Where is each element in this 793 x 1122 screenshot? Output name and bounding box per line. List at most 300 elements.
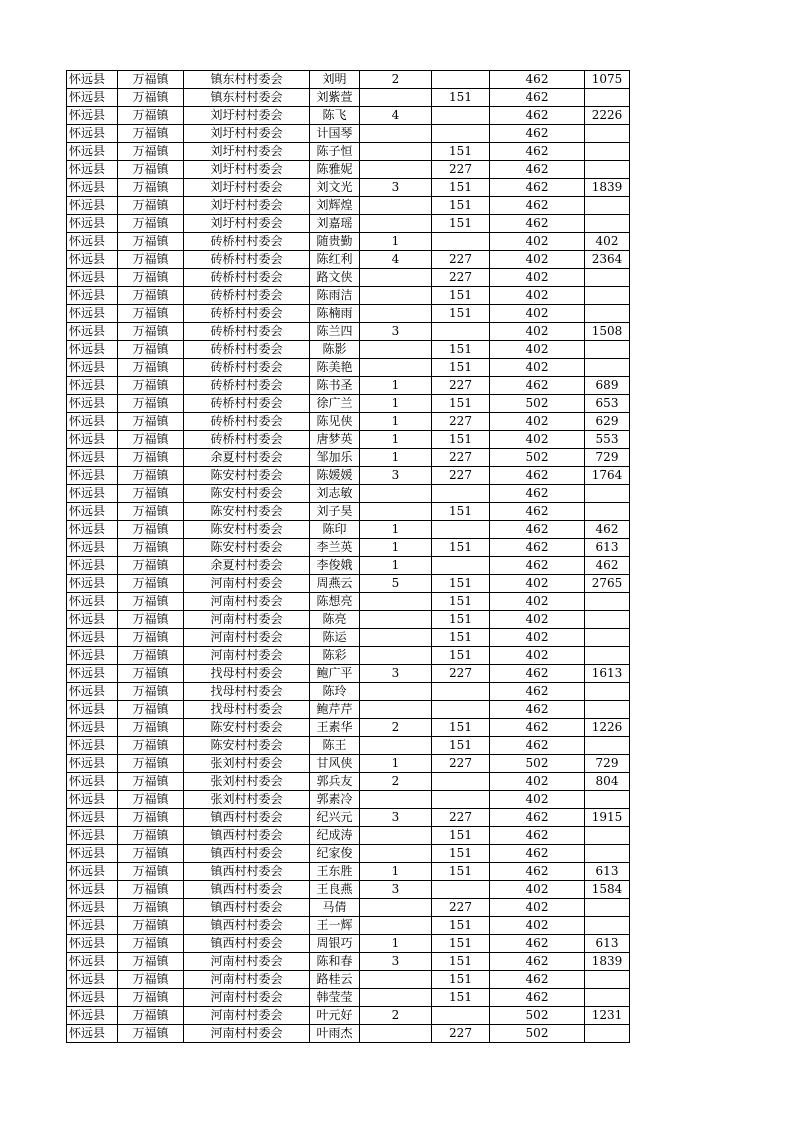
table-cell: 陈安村村委会 [184, 539, 310, 557]
table-cell: 怀远县 [67, 287, 118, 305]
table-cell: 万福镇 [118, 503, 184, 521]
table-cell: 3 [360, 467, 432, 485]
table-row [67, 161, 630, 179]
table-cell: 计国琴 [310, 125, 360, 143]
table-cell: 1915 [585, 809, 630, 827]
table-cell: 613 [585, 539, 630, 557]
table-cell: 804 [585, 773, 630, 791]
table-cell: 151 [432, 179, 490, 197]
table-cell: 402 [490, 881, 585, 899]
table-row [67, 773, 630, 791]
table-cell: 万福镇 [118, 719, 184, 737]
table-cell: 砖桥村村委会 [184, 377, 310, 395]
table-cell [360, 701, 432, 719]
table-cell: 怀远县 [67, 935, 118, 953]
table-cell: 2765 [585, 575, 630, 593]
table-cell: 怀远县 [67, 161, 118, 179]
table-cell [360, 341, 432, 359]
table-cell: 万福镇 [118, 773, 184, 791]
table-cell: 刘明 [310, 71, 360, 89]
table-cell: 万福镇 [118, 161, 184, 179]
table-cell: 王东胜 [310, 863, 360, 881]
table-row [67, 683, 630, 701]
table-cell: 怀远县 [67, 485, 118, 503]
table-cell: 151 [432, 341, 490, 359]
table-row [67, 737, 630, 755]
table-cell: 502 [490, 1025, 585, 1043]
table-cell: 151 [432, 215, 490, 233]
table-cell: 河南村村委会 [184, 971, 310, 989]
table-cell [360, 287, 432, 305]
table-cell: 万福镇 [118, 557, 184, 575]
table-cell: 怀远县 [67, 413, 118, 431]
table-row [67, 125, 630, 143]
table-row [67, 593, 630, 611]
table-cell: 怀远县 [67, 917, 118, 935]
table-cell: 河南村村委会 [184, 989, 310, 1007]
table-cell: 找母村村委会 [184, 665, 310, 683]
table-cell [360, 161, 432, 179]
table-cell: 629 [585, 413, 630, 431]
table-cell: 402 [490, 773, 585, 791]
table-row [67, 287, 630, 305]
table-cell: 纪兴元 [310, 809, 360, 827]
table-cell: 402 [490, 899, 585, 917]
table-cell: 151 [432, 737, 490, 755]
table-cell: 2226 [585, 107, 630, 125]
table-cell: 张刘村村委会 [184, 755, 310, 773]
table-cell [585, 611, 630, 629]
table-cell: 镇西村村委会 [184, 917, 310, 935]
table-cell: 万福镇 [118, 89, 184, 107]
table-cell: 砖桥村村委会 [184, 251, 310, 269]
table-row [67, 701, 630, 719]
table-cell [360, 611, 432, 629]
table-cell: 万福镇 [118, 791, 184, 809]
table-cell: 纪成涛 [310, 827, 360, 845]
table-cell: 万福镇 [118, 539, 184, 557]
table-cell: 402 [490, 431, 585, 449]
table-cell: 227 [432, 899, 490, 917]
table-cell: 怀远县 [67, 575, 118, 593]
table-cell: 1613 [585, 665, 630, 683]
table-cell: 河南村村委会 [184, 629, 310, 647]
table-cell: 462 [490, 809, 585, 827]
table-cell: 万福镇 [118, 1007, 184, 1025]
table-cell: 刘志敏 [310, 485, 360, 503]
table-cell: 怀远县 [67, 71, 118, 89]
table-cell: 徐广兰 [310, 395, 360, 413]
table-cell [432, 323, 490, 341]
table-cell: 刘圩村村委会 [184, 143, 310, 161]
table-cell [432, 521, 490, 539]
table-cell [585, 1025, 630, 1043]
table-row [67, 305, 630, 323]
table-cell: 462 [490, 89, 585, 107]
table-cell: 刘辉煌 [310, 197, 360, 215]
table-cell: 王一辉 [310, 917, 360, 935]
table-cell: 怀远县 [67, 323, 118, 341]
table-cell: 镇西村村委会 [184, 899, 310, 917]
table-cell: 怀远县 [67, 881, 118, 899]
table-cell: 镇西村村委会 [184, 845, 310, 863]
table-cell: 万福镇 [118, 449, 184, 467]
table-cell: 462 [490, 971, 585, 989]
table-cell [432, 1007, 490, 1025]
table-cell [360, 89, 432, 107]
table-cell: 怀远县 [67, 989, 118, 1007]
table-row [67, 359, 630, 377]
table-row [67, 233, 630, 251]
table-cell: 陈子恒 [310, 143, 360, 161]
table-cell: 4 [360, 107, 432, 125]
table-cell [585, 683, 630, 701]
table-cell: 402 [490, 629, 585, 647]
table-cell [585, 305, 630, 323]
table-cell: 怀远县 [67, 197, 118, 215]
table-cell: 怀远县 [67, 899, 118, 917]
table-cell: 鲍芹芹 [310, 701, 360, 719]
table-cell: 万福镇 [118, 395, 184, 413]
table-cell: 462 [490, 737, 585, 755]
table-cell: 怀远县 [67, 791, 118, 809]
table-cell: 万福镇 [118, 377, 184, 395]
table-cell: 万福镇 [118, 593, 184, 611]
table-cell: 402 [490, 611, 585, 629]
table-cell: 陈见侠 [310, 413, 360, 431]
table-cell: 万福镇 [118, 359, 184, 377]
table-cell: 151 [432, 503, 490, 521]
table-cell: 怀远县 [67, 305, 118, 323]
table-cell: 402 [490, 359, 585, 377]
table-cell: 怀远县 [67, 143, 118, 161]
table-cell: 陈想亮 [310, 593, 360, 611]
table-cell: 陈书圣 [310, 377, 360, 395]
table-cell: 刘圩村村委会 [184, 107, 310, 125]
table-cell: 陈王 [310, 737, 360, 755]
table-cell: 1839 [585, 179, 630, 197]
table-cell: 151 [432, 719, 490, 737]
table-cell: 陈美艳 [310, 359, 360, 377]
table-cell [432, 485, 490, 503]
table-cell: 万福镇 [118, 143, 184, 161]
table-cell: 462 [490, 557, 585, 575]
table-cell: 叶雨杰 [310, 1025, 360, 1043]
table-cell: 227 [432, 665, 490, 683]
table-cell: 怀远县 [67, 1007, 118, 1025]
table-cell: 1508 [585, 323, 630, 341]
table-cell [360, 647, 432, 665]
table-cell: 万福镇 [118, 71, 184, 89]
table-cell: 462 [490, 683, 585, 701]
table-cell: 1 [360, 863, 432, 881]
table-cell: 227 [432, 1025, 490, 1043]
table-cell: 462 [490, 377, 585, 395]
table-cell: 砖桥村村委会 [184, 341, 310, 359]
table-cell [585, 215, 630, 233]
table-cell: 怀远县 [67, 953, 118, 971]
table-cell: 怀远县 [67, 665, 118, 683]
table-row [67, 953, 630, 971]
table-cell: 3 [360, 665, 432, 683]
table-row [67, 251, 630, 269]
table-cell: 1 [360, 557, 432, 575]
table-cell: 万福镇 [118, 431, 184, 449]
table-cell [360, 899, 432, 917]
table-row [67, 719, 630, 737]
table-cell: 万福镇 [118, 809, 184, 827]
table-cell: 万福镇 [118, 755, 184, 773]
table-cell: 462 [490, 161, 585, 179]
table-cell: 万福镇 [118, 845, 184, 863]
table-cell: 陈印 [310, 521, 360, 539]
table-cell: 河南村村委会 [184, 575, 310, 593]
table-cell: 502 [490, 449, 585, 467]
table-row [67, 107, 630, 125]
table-cell: 151 [432, 539, 490, 557]
table-cell: 怀远县 [67, 233, 118, 251]
table-cell: 纪家俊 [310, 845, 360, 863]
table-cell: 1584 [585, 881, 630, 899]
table-cell: 653 [585, 395, 630, 413]
table-cell: 402 [490, 269, 585, 287]
table-cell: 唐梦英 [310, 431, 360, 449]
table-row [67, 971, 630, 989]
table-cell: 陈运 [310, 629, 360, 647]
table-cell: 227 [432, 809, 490, 827]
table-cell: 万福镇 [118, 413, 184, 431]
table-cell: 402 [585, 233, 630, 251]
table-row [67, 989, 630, 1007]
table-cell: 151 [432, 143, 490, 161]
table-row [67, 215, 630, 233]
table-cell: 万福镇 [118, 575, 184, 593]
table-row [67, 629, 630, 647]
table-cell: 689 [585, 377, 630, 395]
table-cell: 河南村村委会 [184, 1025, 310, 1043]
table-cell: 2 [360, 1007, 432, 1025]
table-cell: 刘圩村村委会 [184, 179, 310, 197]
table-cell: 怀远县 [67, 107, 118, 125]
table-cell [585, 989, 630, 1007]
table-cell: 227 [432, 449, 490, 467]
table-cell [360, 827, 432, 845]
table-cell: 462 [490, 935, 585, 953]
table-cell: 151 [432, 395, 490, 413]
table-cell: 怀远县 [67, 521, 118, 539]
table-cell: 怀远县 [67, 809, 118, 827]
table-cell: 怀远县 [67, 629, 118, 647]
table-cell: 怀远县 [67, 539, 118, 557]
data-table [66, 70, 630, 1043]
table-cell [585, 593, 630, 611]
table-cell: 462 [490, 989, 585, 1007]
table-cell [585, 791, 630, 809]
table-cell: 怀远县 [67, 125, 118, 143]
table-cell: 河南村村委会 [184, 953, 310, 971]
table-cell: 陈红利 [310, 251, 360, 269]
table-cell: 151 [432, 629, 490, 647]
table-cell: 1839 [585, 953, 630, 971]
table-cell: 陈安村村委会 [184, 521, 310, 539]
table-cell: 462 [490, 701, 585, 719]
table-cell: 陈媛媛 [310, 467, 360, 485]
table-cell: 怀远县 [67, 593, 118, 611]
table-cell: 找母村村委会 [184, 701, 310, 719]
table-cell: 砖桥村村委会 [184, 305, 310, 323]
table-cell [585, 197, 630, 215]
table-cell [360, 629, 432, 647]
table-cell: 陈雅妮 [310, 161, 360, 179]
table-cell [585, 917, 630, 935]
table-cell: 227 [432, 413, 490, 431]
table-cell: 万福镇 [118, 647, 184, 665]
table-cell: 227 [432, 161, 490, 179]
table-cell: 邹加乐 [310, 449, 360, 467]
table-cell: 怀远县 [67, 359, 118, 377]
table-cell: 227 [432, 269, 490, 287]
table-cell: 502 [490, 755, 585, 773]
table-cell: 万福镇 [118, 215, 184, 233]
table-row [67, 647, 630, 665]
table-cell: 镇西村村委会 [184, 881, 310, 899]
table-cell [432, 773, 490, 791]
table-cell: 462 [490, 215, 585, 233]
table-row [67, 71, 630, 89]
table-cell [360, 1025, 432, 1043]
table-cell: 砖桥村村委会 [184, 287, 310, 305]
table-cell: 陈安村村委会 [184, 737, 310, 755]
table-cell: 万福镇 [118, 611, 184, 629]
table-row [67, 449, 630, 467]
table-row [67, 89, 630, 107]
table-cell: 462 [490, 521, 585, 539]
table-cell [360, 845, 432, 863]
table-row [67, 395, 630, 413]
table-cell: 1764 [585, 467, 630, 485]
table-cell: 613 [585, 935, 630, 953]
table-cell: 怀远县 [67, 683, 118, 701]
table-cell: 砖桥村村委会 [184, 359, 310, 377]
table-cell: 怀远县 [67, 395, 118, 413]
table-cell: 151 [432, 197, 490, 215]
table-cell: 河南村村委会 [184, 647, 310, 665]
table-row [67, 503, 630, 521]
table-cell: 李兰英 [310, 539, 360, 557]
table-cell: 陈飞 [310, 107, 360, 125]
table-cell: 462 [490, 665, 585, 683]
table-cell: 镇西村村委会 [184, 863, 310, 881]
table-row [67, 179, 630, 197]
table-cell: 郭兵友 [310, 773, 360, 791]
table-cell: 462 [585, 521, 630, 539]
table-cell: 砖桥村村委会 [184, 431, 310, 449]
table-cell: 462 [490, 539, 585, 557]
table-cell [432, 791, 490, 809]
table-cell: 怀远县 [67, 737, 118, 755]
table-cell [360, 989, 432, 1007]
table-cell [585, 737, 630, 755]
table-row [67, 665, 630, 683]
table-cell [360, 971, 432, 989]
table-cell [585, 845, 630, 863]
table-cell [432, 683, 490, 701]
table-cell: 3 [360, 179, 432, 197]
table-row [67, 539, 630, 557]
table-cell [585, 359, 630, 377]
table-cell: 怀远县 [67, 701, 118, 719]
table-cell: 万福镇 [118, 899, 184, 917]
table-cell: 151 [432, 593, 490, 611]
table-cell [432, 881, 490, 899]
table-cell: 万福镇 [118, 629, 184, 647]
table-cell: 张刘村村委会 [184, 791, 310, 809]
table-cell [585, 647, 630, 665]
table-cell: 刘圩村村委会 [184, 161, 310, 179]
table-cell [360, 143, 432, 161]
table-cell: 1 [360, 449, 432, 467]
table-row [67, 431, 630, 449]
table-row [67, 197, 630, 215]
table-cell: 怀远县 [67, 251, 118, 269]
table-row [67, 485, 630, 503]
table-cell: 462 [490, 467, 585, 485]
table-cell: 郭素冷 [310, 791, 360, 809]
table-cell: 402 [490, 233, 585, 251]
table-cell: 1 [360, 935, 432, 953]
table-cell: 1 [360, 431, 432, 449]
table-cell: 2 [360, 71, 432, 89]
table-cell: 镇西村村委会 [184, 827, 310, 845]
table-cell: 151 [432, 611, 490, 629]
table-cell: 怀远县 [67, 269, 118, 287]
table-cell: 陈兰四 [310, 323, 360, 341]
table-cell: 河南村村委会 [184, 1007, 310, 1025]
table-cell: 462 [585, 557, 630, 575]
table-cell: 刘嘉瑶 [310, 215, 360, 233]
table-cell [585, 827, 630, 845]
table-cell: 402 [490, 791, 585, 809]
table-cell: 462 [490, 953, 585, 971]
table-cell: 找母村村委会 [184, 683, 310, 701]
table-cell: 402 [490, 647, 585, 665]
table-cell: 砖桥村村委会 [184, 233, 310, 251]
table-cell: 151 [432, 989, 490, 1007]
table-cell: 462 [490, 125, 585, 143]
table-cell [360, 215, 432, 233]
table-cell: 怀远县 [67, 557, 118, 575]
table-cell: 砖桥村村委会 [184, 413, 310, 431]
table-cell: 2364 [585, 251, 630, 269]
table-cell: 怀远县 [67, 611, 118, 629]
table-cell: 怀远县 [67, 827, 118, 845]
table-cell: 河南村村委会 [184, 611, 310, 629]
table-cell [585, 899, 630, 917]
table-cell: 怀远县 [67, 89, 118, 107]
table-cell: 周燕云 [310, 575, 360, 593]
table-cell: 462 [490, 107, 585, 125]
table-row [67, 521, 630, 539]
table-cell: 镇西村村委会 [184, 935, 310, 953]
table-cell: 万福镇 [118, 467, 184, 485]
table-cell: 万福镇 [118, 989, 184, 1007]
table-cell: 万福镇 [118, 287, 184, 305]
table-cell: 万福镇 [118, 701, 184, 719]
table-row [67, 845, 630, 863]
table-row [67, 269, 630, 287]
table-cell: 729 [585, 755, 630, 773]
table-cell: 怀远县 [67, 971, 118, 989]
